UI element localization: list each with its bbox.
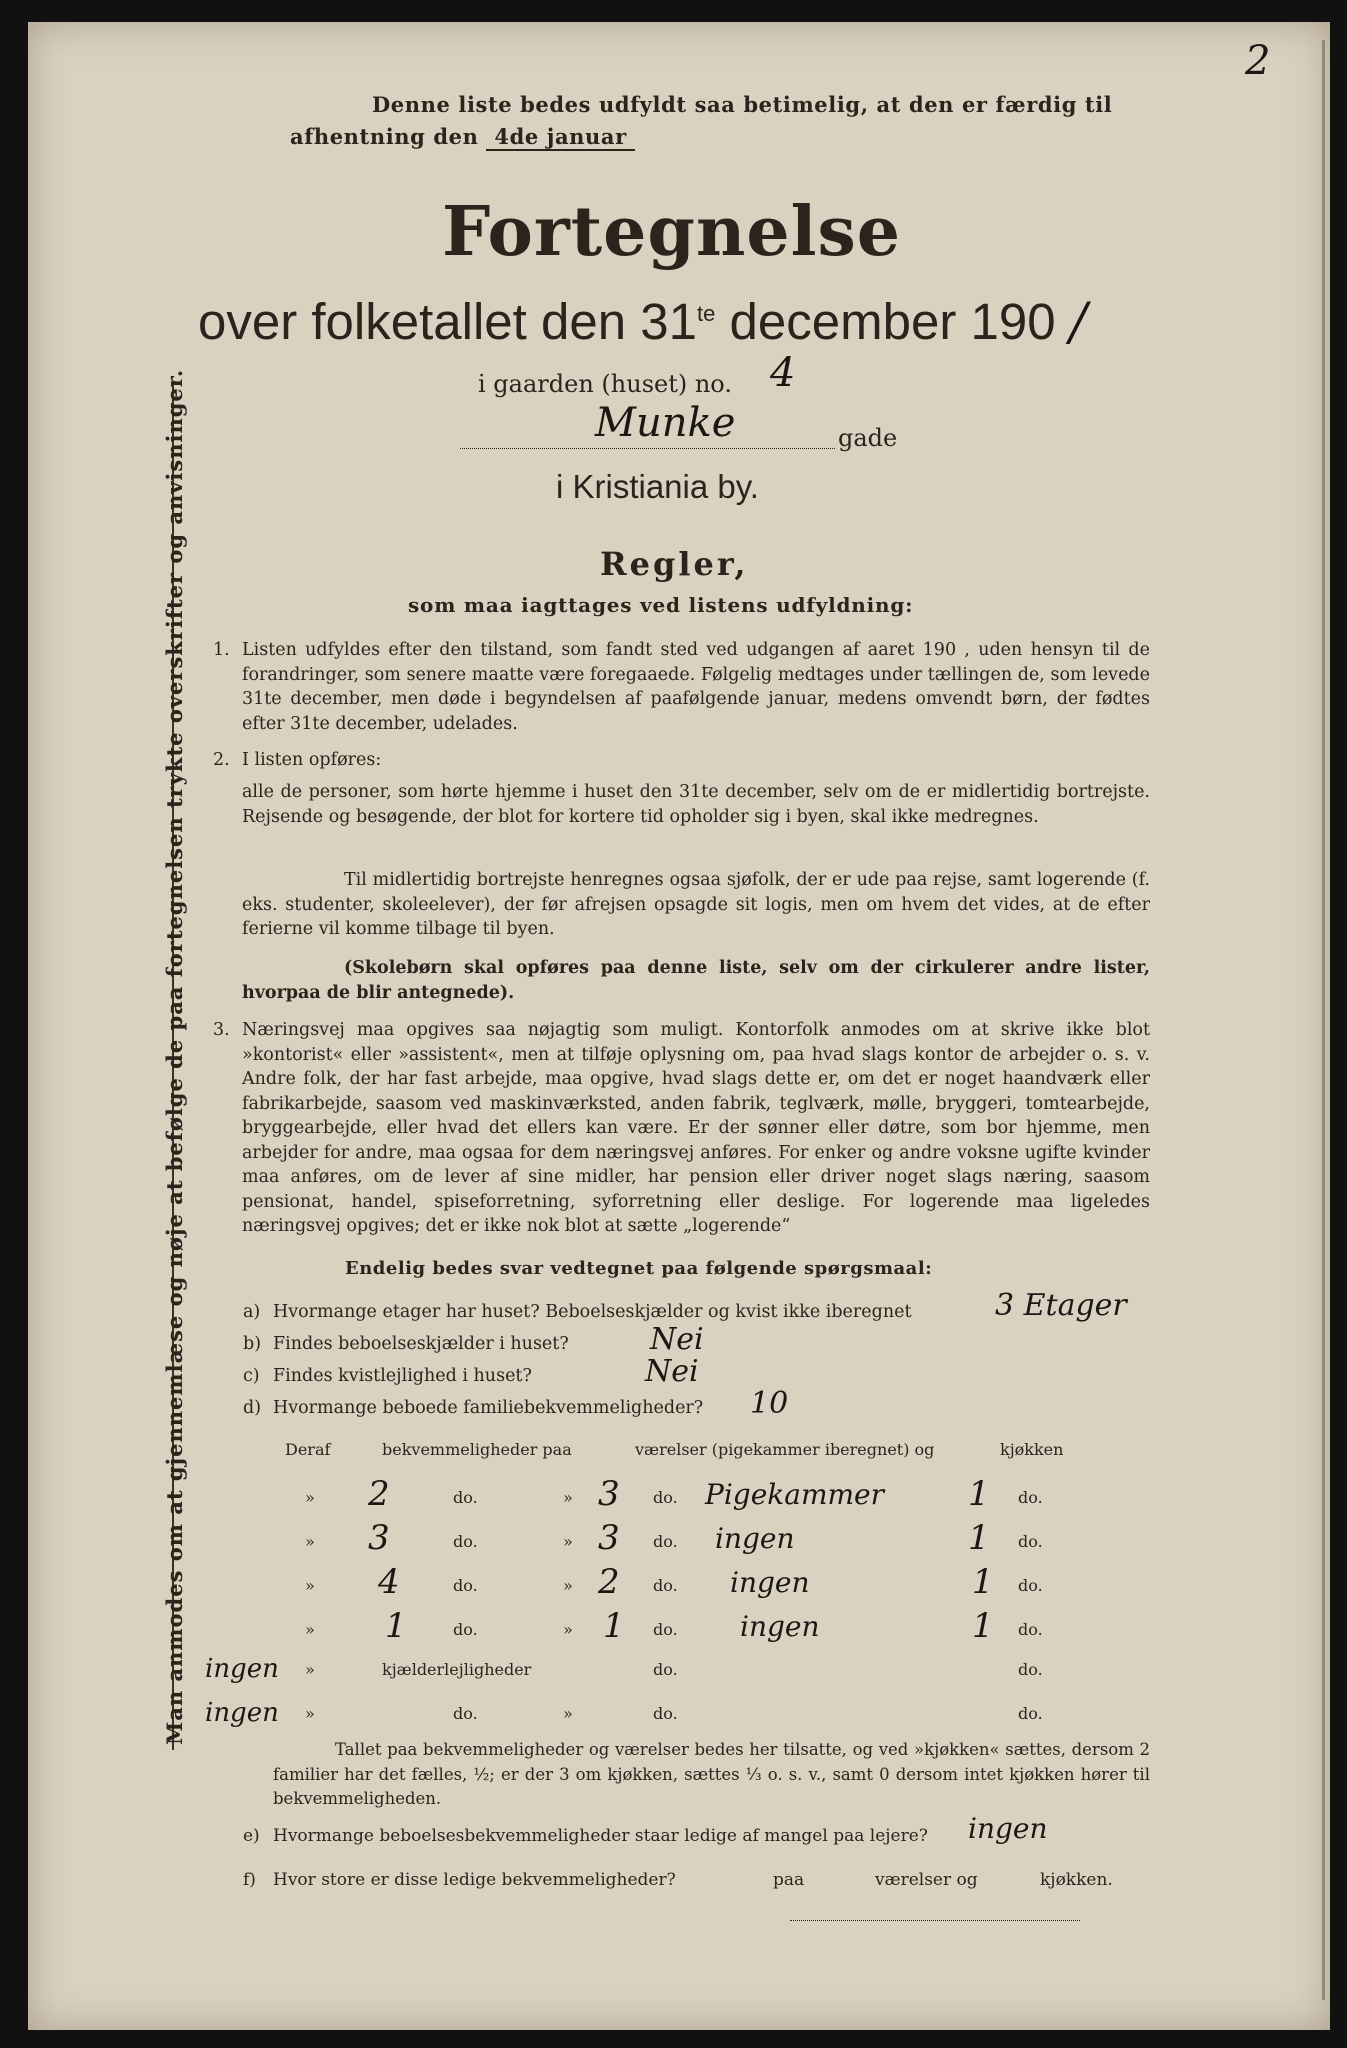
row-quote: » <box>305 1532 315 1551</box>
row-quote: » <box>305 1576 315 1595</box>
question-c-answer: Nei <box>645 1354 699 1389</box>
rules-heading: Regler, <box>600 545 749 583</box>
table-header-kjokken: kjøkken <box>1000 1440 1064 1459</box>
city-line: i Kristiania by. <box>556 468 759 505</box>
row-do: do. <box>1018 1488 1043 1507</box>
rule-1-number: 1. <box>213 640 230 660</box>
question-b-label: b) <box>243 1334 262 1354</box>
question-d-label: d) <box>243 1398 262 1418</box>
rule-2-text2: Til midlertidig bortrejste henregnes ogsaa sjøfolk, der er ude paa rejse, samt logerende (f. eks. studenter, skoleelever), der før afrejsen opsagde sit logis, men om hvem det vides, at de efter ferierne vil komme tilbage til byen. <box>242 870 1150 939</box>
subtitle-sup: te <box>697 301 716 326</box>
last-row-quote: » <box>305 1704 315 1723</box>
table-header-bekvem: bekvemmeligheder paa <box>382 1440 572 1459</box>
question-f-paa: paa <box>773 1870 805 1890</box>
rule-3-number: 3. <box>213 1020 230 1040</box>
rule-2-intro: I listen opføres: <box>242 750 382 770</box>
question-b-text: Findes beboelseskjælder i huset? <box>273 1334 569 1354</box>
last-row-do2: do. <box>653 1704 678 1723</box>
row-do: do. <box>453 1576 478 1595</box>
side-note: Man anmodes om at gjennemlæse og nøje at befølge de paa fortegnelsen trykte overskrifter og anvisninger. <box>162 368 187 1745</box>
row-note: ingen <box>740 1610 820 1643</box>
page-edge <box>1322 40 1325 2000</box>
street-dotted-line <box>460 448 835 450</box>
kjaelder-kitchen-do: do. <box>1018 1660 1043 1679</box>
question-e-text: Hvormange beboelsesbekvemmeligheder staar ledige af mangel paa lejere? <box>273 1826 928 1846</box>
question-f-label: f) <box>243 1870 256 1890</box>
row-do: do. <box>1018 1532 1043 1551</box>
question-e-answer: ingen <box>968 1812 1048 1845</box>
table-row <box>0 1518 1347 1564</box>
street-suffix: gade <box>838 424 898 452</box>
row-count: 4 <box>378 1562 400 1602</box>
header-notice-date: 4de januar <box>486 124 634 151</box>
questions-intro: Endelig bedes svar vedtegnet paa følgende spørgsmaal: <box>345 1258 933 1279</box>
last-row-kitchen-do: do. <box>1018 1704 1043 1723</box>
row-kitchen: 1 <box>972 1606 994 1646</box>
row-kitchen: 1 <box>972 1562 994 1602</box>
form-title: Fortegnelse <box>442 192 902 272</box>
rule-2-text3: (Skolebørn skal opføres paa denne liste, selv om der cirkulerer andre lister, hvorpaa de blir antegnede). <box>242 958 1150 1003</box>
table-header-vaerelser: værelser (pigekammer iberegnet) og <box>635 1440 935 1459</box>
row-do: do. <box>1018 1620 1043 1639</box>
last-row-handwritten: ingen <box>205 1698 279 1728</box>
row-do: do. <box>1018 1576 1043 1595</box>
row-rooms: 1 <box>603 1606 625 1646</box>
row-do: do. <box>453 1532 478 1551</box>
row-do: do. <box>653 1576 678 1595</box>
rule-2-text: alle de personer, som hørte hjemme i huset den 31te december, selv om de er midlertidig bortrejste. Rejsende og besøgende, der blot for kortere tid opholder sig i byen, skal ikke medregnes. <box>242 782 1150 827</box>
question-c-label: c) <box>243 1366 260 1386</box>
question-d-text: Hvormange beboede familiebekvemmeligheder? <box>273 1398 704 1418</box>
row-quote: » <box>563 1620 573 1639</box>
subtitle-year-handwritten: / <box>1069 293 1087 352</box>
rule-2-number: 2. <box>213 750 230 770</box>
last-row-quote2: » <box>563 1704 573 1723</box>
row-do: do. <box>653 1620 678 1639</box>
question-a-label: a) <box>243 1302 261 1322</box>
question-e-label: e) <box>243 1826 260 1846</box>
form-subtitle <box>198 292 1087 352</box>
kjaelder-do: do. <box>653 1660 678 1679</box>
subtitle-suffix: december 190 <box>729 293 1056 350</box>
kjaelder-quote: » <box>305 1660 315 1679</box>
question-a-text: Hvormange etager har huset? Beboelseskjælder og kvist ikke iberegnet <box>273 1302 912 1322</box>
header-notice-line1: Denne liste bedes udfyldt saa betimelig, at den er færdig til <box>372 92 1113 117</box>
row-kitchen: 1 <box>968 1474 990 1514</box>
rules-subheading: som maa iagttages ved listens udfyldning: <box>408 593 914 617</box>
question-f-vaerelser: værelser og <box>875 1870 978 1890</box>
page-number: 2 <box>1245 38 1271 84</box>
row-note: ingen <box>730 1566 810 1599</box>
table-row <box>0 1562 1347 1608</box>
row-count: 3 <box>368 1518 390 1558</box>
row-count: 1 <box>385 1606 407 1646</box>
kjaelder-label: kjælderlejligheder <box>382 1660 532 1679</box>
table-row <box>0 1474 1347 1520</box>
question-f-kjokken: kjøkken. <box>1040 1870 1113 1890</box>
row-rooms: 2 <box>598 1562 620 1602</box>
question-c-text: Findes kvistlejlighed i huset? <box>273 1366 532 1386</box>
row-do: do. <box>653 1532 678 1551</box>
table-row <box>0 1606 1347 1652</box>
table-header-deraf: Deraf <box>285 1440 331 1459</box>
row-quote: » <box>563 1576 573 1595</box>
rule-3-text: Næringsvej maa opgives saa nøjagtig som muligt. Kontorfolk anmodes om at skrive ikke blot »kontorist« eller »assistent«, men at tilføje oplysning om, paa hvad slags kontor de arbejder o. s. v. Andre folk, der har fast arbejde, maa opgive, hvad slags dette er, om det er noget haandværk eller fabrikarbejde, saasom ved maskinværksted, anden fabrik, teglværk, mølle, bryggeri, tomtearbejde, bryggearbejde, eller hvad det ellers kan være. Er der sønner eller døtre, som bor hjemme, men arbejder for andre, maa ogsaa for dem næringsvej anføres. For enker og andre voksne ugifte kvinder maa anføres, om de lever af sine midler, har pension eller driver noget slags næring, saasom pensionat, handel, spiseforretning, syforretning eller deslige. For logerende maa ligeledes næringsvej opgives; det er ikke nok blot at sætte „logerende“ <box>242 1020 1150 1236</box>
subtitle-prefix: over folketallet den 31 <box>198 293 697 350</box>
house-label: i gaarden (huset) no. <box>478 370 732 398</box>
question-f-text: Hvor store er disse ledige bekvemmeligheder? <box>273 1870 676 1890</box>
row-quote: » <box>305 1488 315 1507</box>
last-row-do: do. <box>453 1704 478 1723</box>
row-count: 2 <box>368 1474 390 1514</box>
question-a-answer: 3 Etager <box>995 1288 1127 1323</box>
question-f-dotted-line <box>790 1920 1080 1922</box>
header-notice-prefix: afhentning den <box>290 124 479 149</box>
header-notice-line2 <box>290 124 635 149</box>
row-note: ingen <box>715 1522 795 1555</box>
kjaelder-handwritten: ingen <box>205 1654 279 1684</box>
street-handwritten: Munke <box>595 400 736 446</box>
row-rooms: 3 <box>598 1518 620 1558</box>
row-do: do. <box>453 1620 478 1639</box>
house-number: 4 <box>770 350 796 396</box>
rule-1-text: Listen udfyldes efter den tilstand, som fandt sted ved udgangen af aaret 190 , uden hensyn til de forandringer, som senere maatte være foregaaede. Følgelig medtages under tællingen de, som levede 31te december, men døde i begyndelsen af paafølgende januar, medens omvendt børn, der fødtes efter 31te december, udelades. <box>242 640 1150 734</box>
question-b-answer: Nei <box>650 1322 704 1357</box>
row-rooms: 3 <box>598 1474 620 1514</box>
table-footnote: Tallet paa bekvemmeligheder og værelser bedes her tilsatte, og ved »kjøkken« sættes, dersom 2 familier har det fælles, ½; er der 3 om kjøkken, sættes ⅓ o. s. v., samt 0 dersom intet kjøkken hører til bekvemmeligheden. <box>273 1740 1150 1808</box>
row-quote: » <box>305 1620 315 1639</box>
row-quote: » <box>563 1532 573 1551</box>
question-d-answer: 10 <box>750 1386 789 1421</box>
row-quote: » <box>563 1488 573 1507</box>
row-kitchen: 1 <box>968 1518 990 1558</box>
row-do: do. <box>453 1488 478 1507</box>
row-note: Pigekammer <box>705 1478 885 1511</box>
row-do: do. <box>653 1488 678 1507</box>
